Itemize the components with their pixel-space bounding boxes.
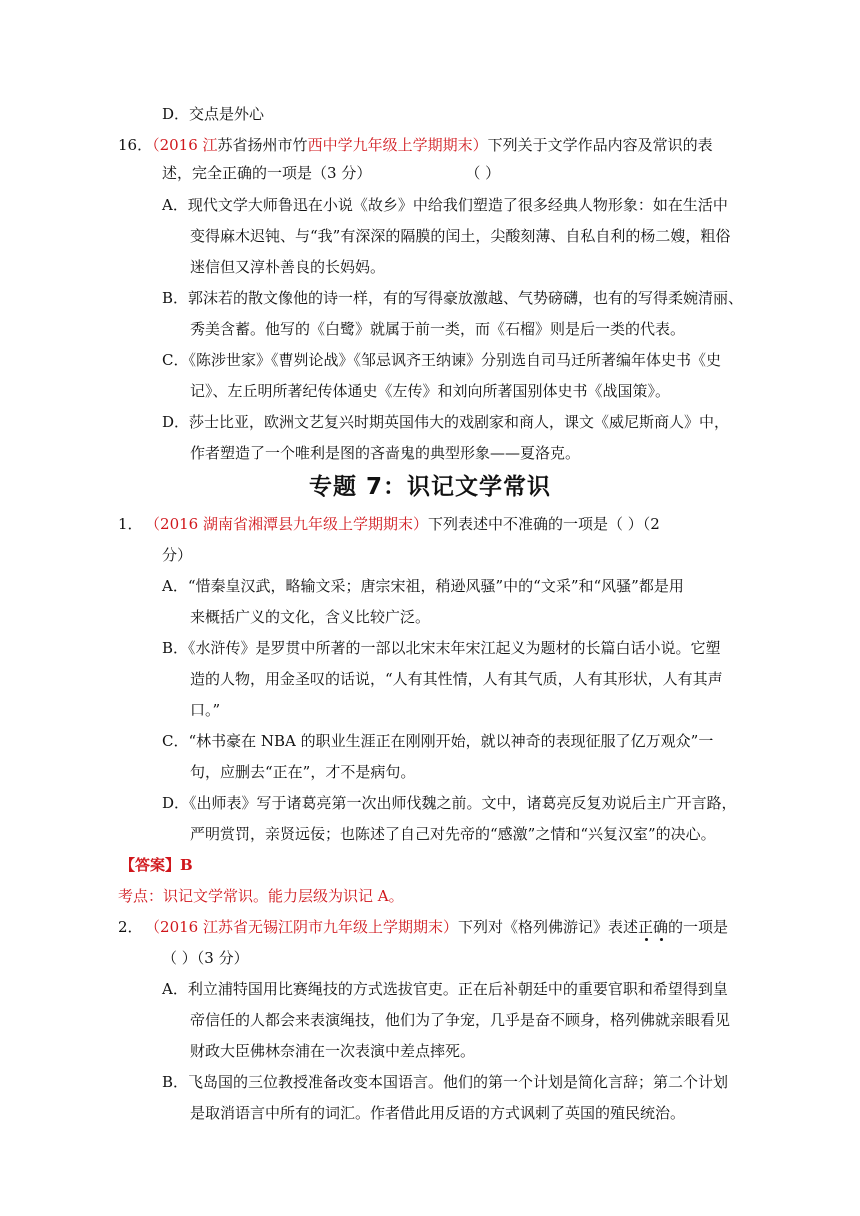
question-source: （2016 湖南省湘潭县九年级上学期期末） — [152, 515, 428, 533]
kaodian-note: 考点：识记文学常识。能力层级为识记 A。 — [118, 887, 404, 905]
question-stem: 下列关于文学作品内容及常识的表 — [487, 136, 713, 154]
option-b-cont: 口。” — [190, 701, 221, 719]
option-b-cont: 是取消语言中所有的词汇。作者借此用反语的方式讽刺了英国的殖民统治。 — [190, 1104, 686, 1122]
option-d-cont: 作者塑造了一个唯利是图的吝啬鬼的典型形象——夏洛克。 — [190, 444, 581, 462]
answer-label: 【答案】B — [120, 856, 193, 874]
question-stem: 下列表述中不准确的一项是（ ）（2 — [428, 515, 660, 533]
question-stem-cont: 述，完全正确的一项是（3 分） — [162, 164, 372, 182]
emphasis-char: 正 — [638, 918, 654, 936]
question-1-line-1 — [118, 514, 660, 534]
question-stem-end: 的一项是 — [668, 918, 729, 936]
option-a: A．利立浦特国用比赛绳技的方式选拔官吏。正在后补朝廷中的重要官职和希望得到皇 — [162, 980, 728, 998]
question-source-mid: 苏省扬州市竹 — [217, 136, 308, 154]
option-b: B．《水浒传》是罗贯中所著的一部以北宋末年宋江起义为题材的长篇白话小说。它塑 — [162, 639, 721, 657]
option-c: C．《陈涉世家》《曹刿论战》《邹忌讽齐王纳谏》分别选自司马迁所著编年体史书《史 — [162, 351, 721, 369]
question-source-end: 西中学九年级上学期期末） — [307, 136, 488, 154]
option-a-cont: 迷信但又淳朴善良的长妈妈。 — [190, 258, 386, 276]
question-source: （2016 江苏省无锡江阴市九年级上学期期末） — [152, 918, 458, 936]
option-a-cont: 来概括广义的文化，含义比较广泛。 — [190, 608, 431, 626]
question-number: 16． — [118, 136, 153, 154]
question-stem-cont: 分） — [162, 546, 193, 564]
option-b-cont: 造的人物，用金圣叹的话说，“人有其性情，人有其气质，人有其形状，人有其声 — [190, 670, 723, 688]
question-16-line-1 — [118, 135, 713, 155]
option-d: D．《出师表》写于诸葛亮第一次出师伐魏之前。文中，诸葛亮反复劝说后主广开言路， — [162, 794, 737, 812]
option-b: B．飞岛国的三位教授准备改变本国语言。他们的第一个计划是简化言辞；第二个计划 — [162, 1073, 729, 1091]
question-stem: 下列对《格列佛游记》表述 — [458, 918, 639, 936]
section-title: 专题 7：识记文学常识 — [308, 474, 551, 500]
option-a-cont: 变得麻木迟钝、与“我”有深深的隔膜的闰土，尖酸刻薄、自私自利的杨二嫂，粗俗 — [190, 227, 731, 245]
option-c-cont: 句，应删去“正在”，才不是病句。 — [190, 763, 416, 781]
option-a-cont: 财政大臣佛林奈浦在一次表演中差点摔死。 — [190, 1042, 476, 1060]
question-source: （2016 江 — [152, 136, 218, 154]
answer-blank: （ ） — [465, 164, 501, 182]
option-a: A．现代文学大师鲁迅在小说《故乡》中给我们塑造了很多经典人物形象：如在生活中 — [162, 196, 728, 214]
question-stem-cont: （ ）（3 分） — [162, 949, 249, 967]
option-a-cont: 帝信任的人都会来表演绳技，他们为了争宠，几乎是奋不顾身，格列佛就亲眼看见 — [190, 1011, 731, 1029]
question-number: 1． — [118, 515, 143, 533]
question-number: 2． — [118, 918, 143, 936]
emphasis-char: 确 — [653, 918, 669, 936]
question-2-line-1 — [118, 917, 728, 937]
option-b: B．郭沫若的散文像他的诗一样，有的写得豪放激越、气势磅礴，也有的写得柔婉清丽、 — [162, 289, 744, 307]
option-c-cont: 记》、左丘明所著纪传体通史《左传》和刘向所著国别体史书《战国策》。 — [190, 382, 671, 400]
option-d: D．莎士比亚，欧洲文艺复兴时期英国伟大的戏剧家和商人，课文《威尼斯商人》中， — [162, 413, 730, 431]
option-a: A．“惜秦皇汉武，略输文采；唐宗宋祖，稍逊风骚”中的“文采”和“风骚”都是用 — [162, 577, 684, 595]
option-c: C．“林书豪在 NBA 的职业生涯正在刚刚开始，就以神奇的表现征服了亿万观众”一 — [162, 732, 714, 750]
question-16-line-2 — [162, 163, 500, 183]
option-d-prev: D．交点是外心 — [162, 105, 265, 123]
option-b-cont: 秀美含蓄。他写的《白鹭》就属于前一类，而《石榴》则是后一类的代表。 — [190, 320, 686, 338]
option-d-cont: 严明赏罚，亲贤远佞；也陈述了自己对先帝的“感激”之情和“兴复汉室”的决心。 — [190, 825, 716, 843]
